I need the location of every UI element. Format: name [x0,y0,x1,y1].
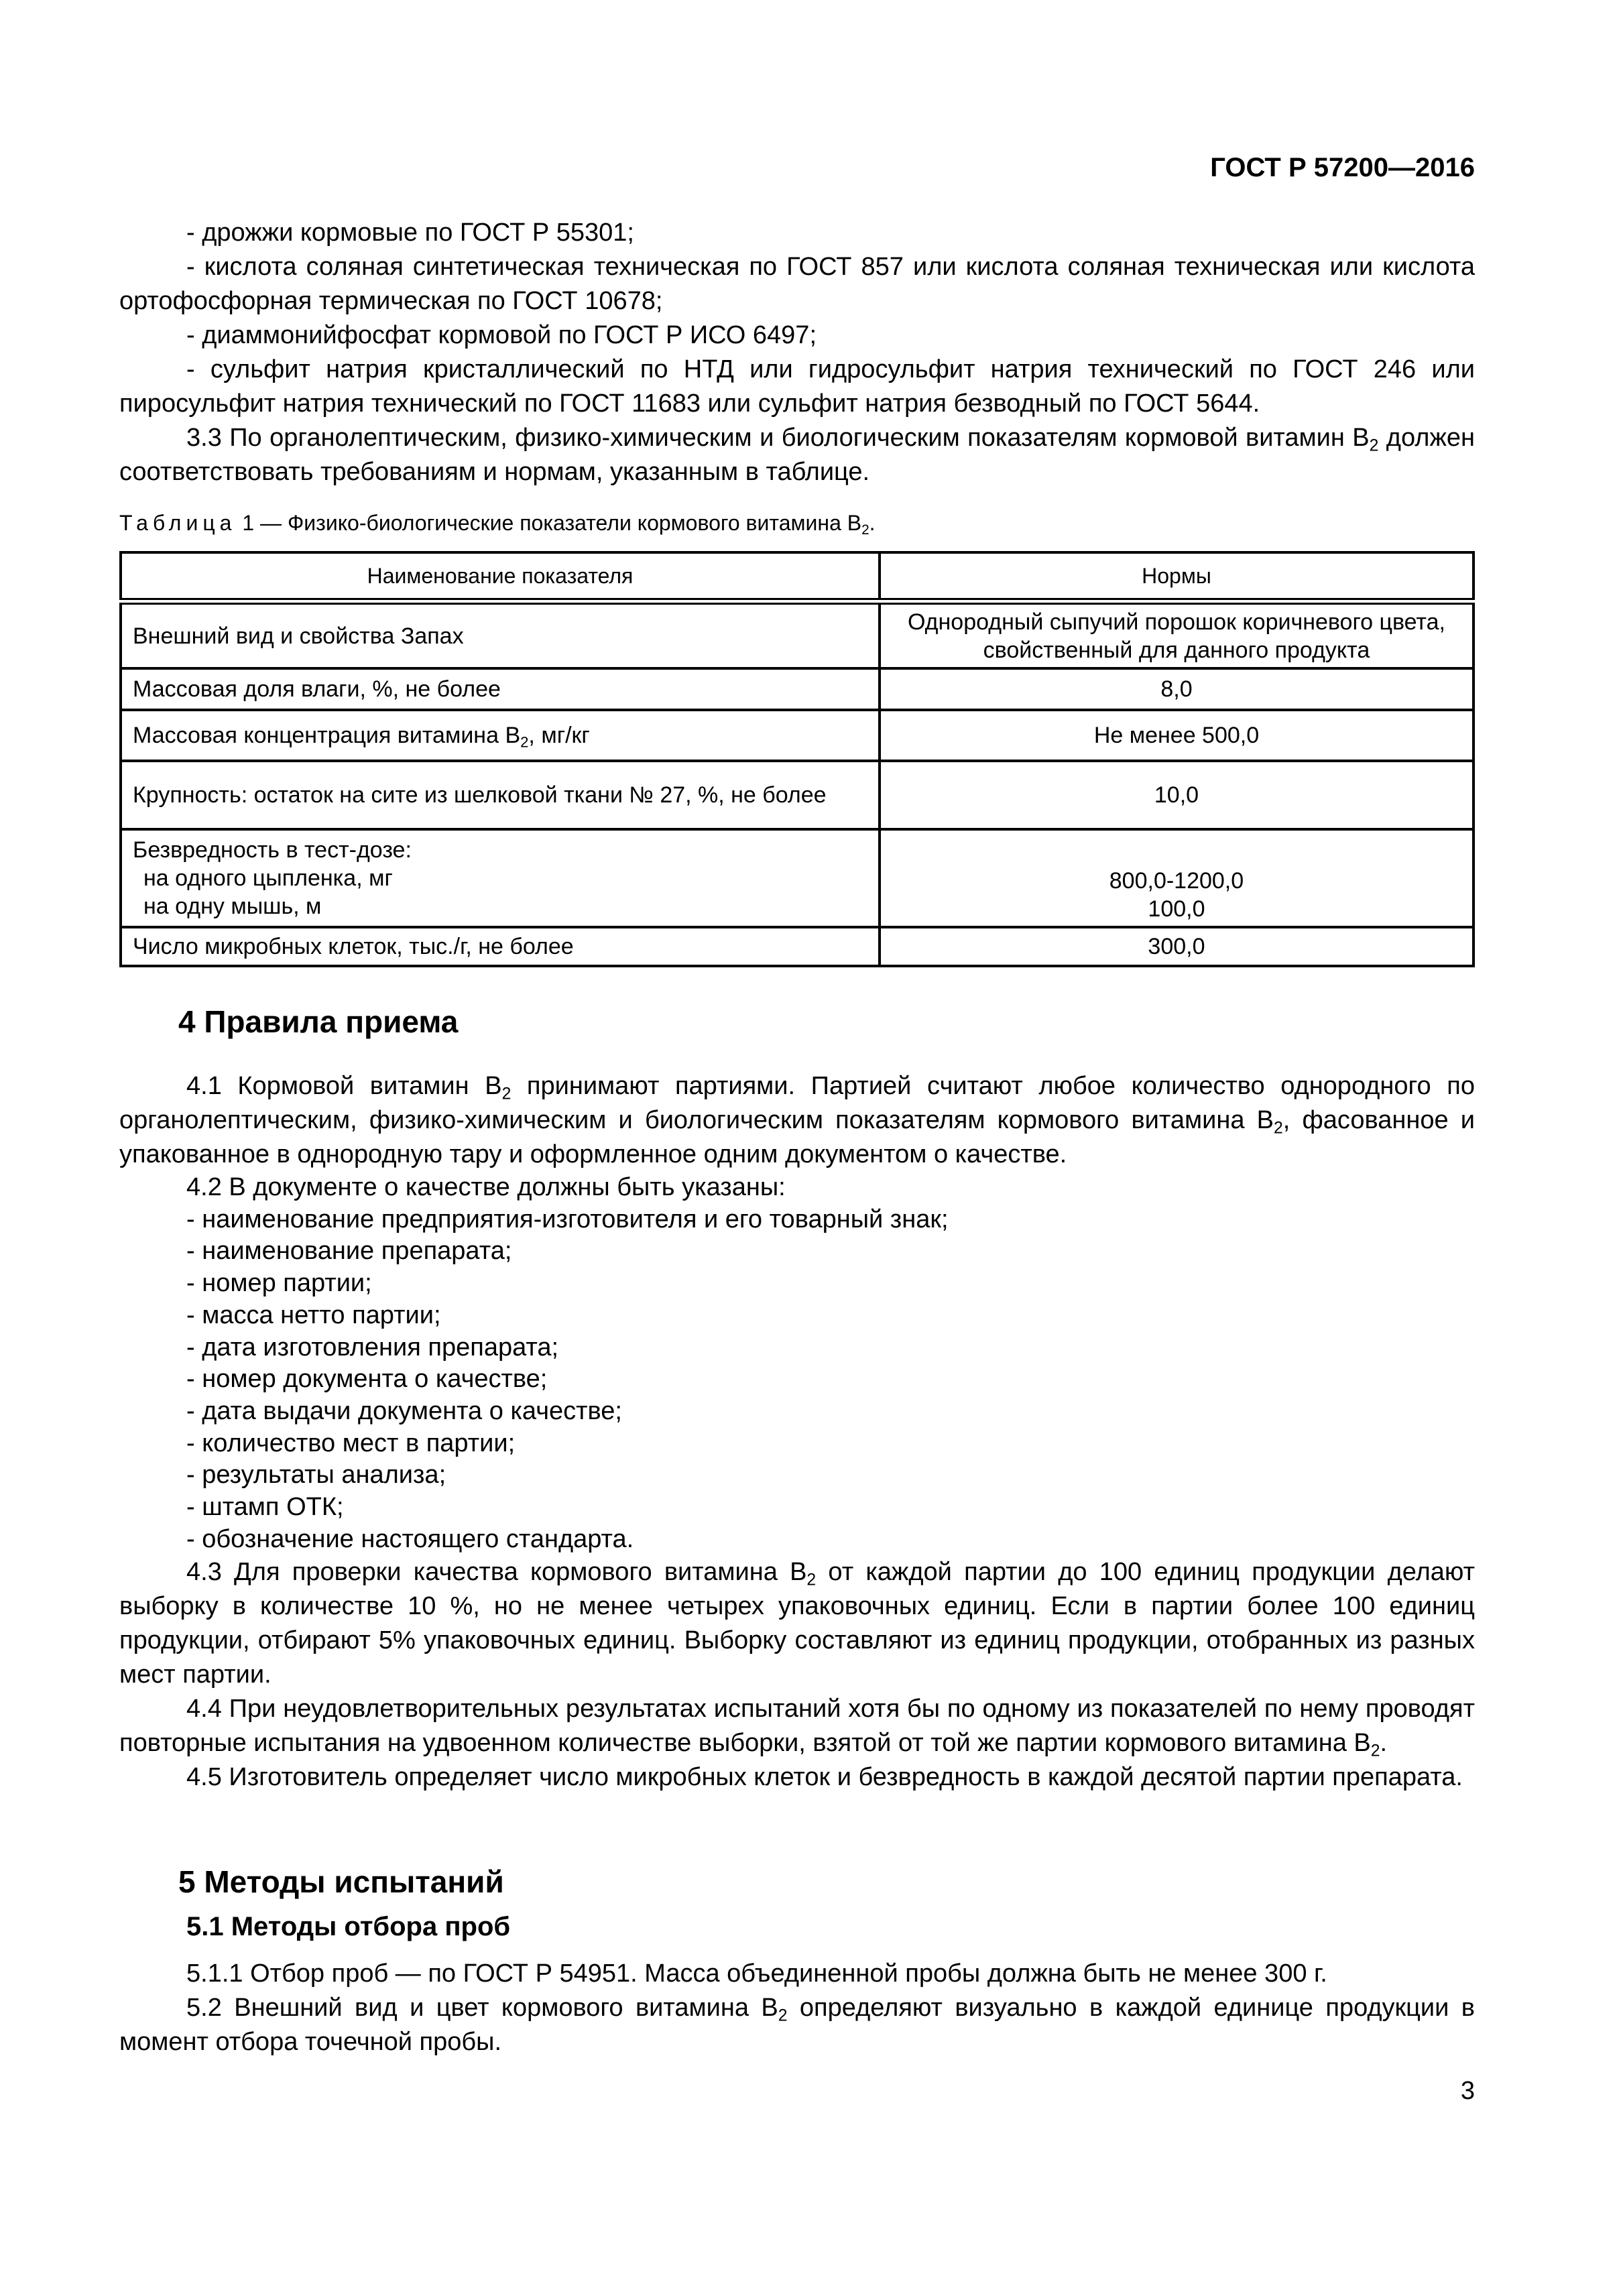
section-5 [119,1864,1475,2059]
norm-value: 800,0-1200,0 100,0 [880,829,1474,927]
norm-value: 300,0 [880,927,1474,966]
list-item: - номер документа о качестве; [186,1365,548,1394]
list-item: - номер партии; [186,1269,372,1298]
paragraph-4-2: 4.2 В документе о качестве должны быть указаны: [186,1173,786,1201]
paragraph-4-4: 4.4 При неудовлетворительных результатах испытаний хотя бы по одному из показателей по нему проводят повторные испытания на удвоенном количестве выборки, взятой от той же партии кормового витамина $В_2$. [119,1695,1475,1760]
table-row [121,668,1474,710]
indicator-name: Массовая доля влаги, %, не более [121,668,880,710]
paragraph-4-1: 4.1 Кормовой витамин $В_2$ принимают партиями. Партией считают любое количество однородного по органолептическим, физико-химическим и биологическим показателям кормового витамина $В_2$, фасованное и упакованное в однородную тару и оформленное одним документом о качестве. [119,1072,1475,1168]
paragraph-4-5: 4.5 Изготовитель определяет число микробных клеток и безвредность в каждой десятой партии препарата. [186,1763,1463,1792]
list-item: - кислота соляная синтетическая техническая по ГОСТ 857 или кислота соляная техническая или кислота ортофосфорная термическая по ГОСТ 10678; [119,253,1475,315]
norm-value: Не менее 500,0 [880,710,1474,761]
list-item: - количество мест в партии; [186,1429,516,1457]
indicator-name: Безвредность в тест-дозе: на одного цыпленка, мг на одну мышь, м [121,829,880,927]
paragraph-4-3: 4.3 Для проверки качества кормового витамина $В_2$ от каждой партии до 100 единиц продукции делают выборку в количестве 10 %, но не менее четырех упаковочных единиц. Если в партии более 100 единиц продукции, отбирают 5% упаковочных единиц. Выборку составляют из единиц продукции, отобранных из разных мест партии. [119,1558,1475,1689]
table-row [121,601,1474,668]
list-item: - результаты анализа; [186,1461,446,1490]
list-item: - дата выдачи документа о качестве; [186,1396,622,1425]
table-caption: Таблица 1 — Физико-биологические показатели кормового витамина $В_2$. [119,511,876,538]
table-row [121,710,1474,761]
indicator-name: Число микробных клеток, тыс./г, не более [121,927,880,966]
table-row [121,761,1474,829]
indicator-name: Внешний вид и свойства Запах [121,601,880,668]
subsection-title: 5.1 Методы отбора проб [186,1912,511,1941]
paragraph-5-2: 5.2 Внешний вид и цвет кормового витамина $В_2$ определяют визуально в каждой единице продукции в момент отбора точечной пробы. [119,1994,1475,2056]
list-item: - сульфит натрия кристаллический по НТД или гидросульфит натрия технический по ГОСТ 246 или пиросульфит натрия технический по ГОСТ 11683 или сульфит натрия безводный по ГОСТ 5644. [119,355,1475,418]
column-header-norms: Нормы [880,552,1474,601]
list-item: - дрожжи кормовые по ГОСТ Р 55301; [186,219,634,247]
table-caption-label: Таблица [119,511,237,535]
list-item: - масса нетто партии; [186,1301,441,1329]
list-item: - наименование препарата; [186,1237,512,1266]
table-header-row [121,552,1474,601]
page-number: 3 [1460,2077,1475,2105]
table-row [121,927,1474,966]
materials-list [119,216,1475,489]
indicator-name: Крупность: остаток на сите из шелковой ткани № 27, %, не более [121,761,880,829]
indicators-table-wrap [119,551,1475,967]
indicator-name: Массовая концентрация витамина $В_2$, мг/кг [121,710,880,761]
list-item: - обозначение настоящего стандарта. [186,1524,634,1553]
paragraph-5-1-1: 5.1.1 Отбор проб — по ГОСТ Р 54951. Масса объединенной пробы должна быть не менее 300 г. [186,1959,1327,1988]
indicators-table [119,551,1475,967]
table-row [121,829,1474,927]
list-item: - штамп ОТК; [186,1493,344,1522]
document-header-id: ГОСТ Р 57200—2016 [1210,153,1475,182]
norm-value: Однородный сыпучий порошок коричневого цвета, свойственный для данного продукта [880,601,1474,668]
norm-value: 10,0 [880,761,1474,829]
list-item: - дата изготовления препарата; [186,1333,559,1362]
section-title: 5 Методы испытаний [178,1864,504,1899]
section-title: 4 Правила приема [178,1004,459,1039]
norm-value: 8,0 [880,668,1474,710]
list-item: - наименование предприятия-изготовителя и его товарный знак; [186,1205,949,1233]
paragraph-3-3: 3.3 По органолептическим, физико-химическим и биологическим показателям кормовой витамин $В_2$ должен соответствовать требованиям и нормам, указанным в таблице. [119,424,1475,486]
list-item: - диаммонийфосфат кормовой по ГОСТ Р ИСО 6497; [186,321,817,349]
column-header-indicator: Наименование показателя [121,552,880,601]
section-4 [119,1004,1475,1795]
